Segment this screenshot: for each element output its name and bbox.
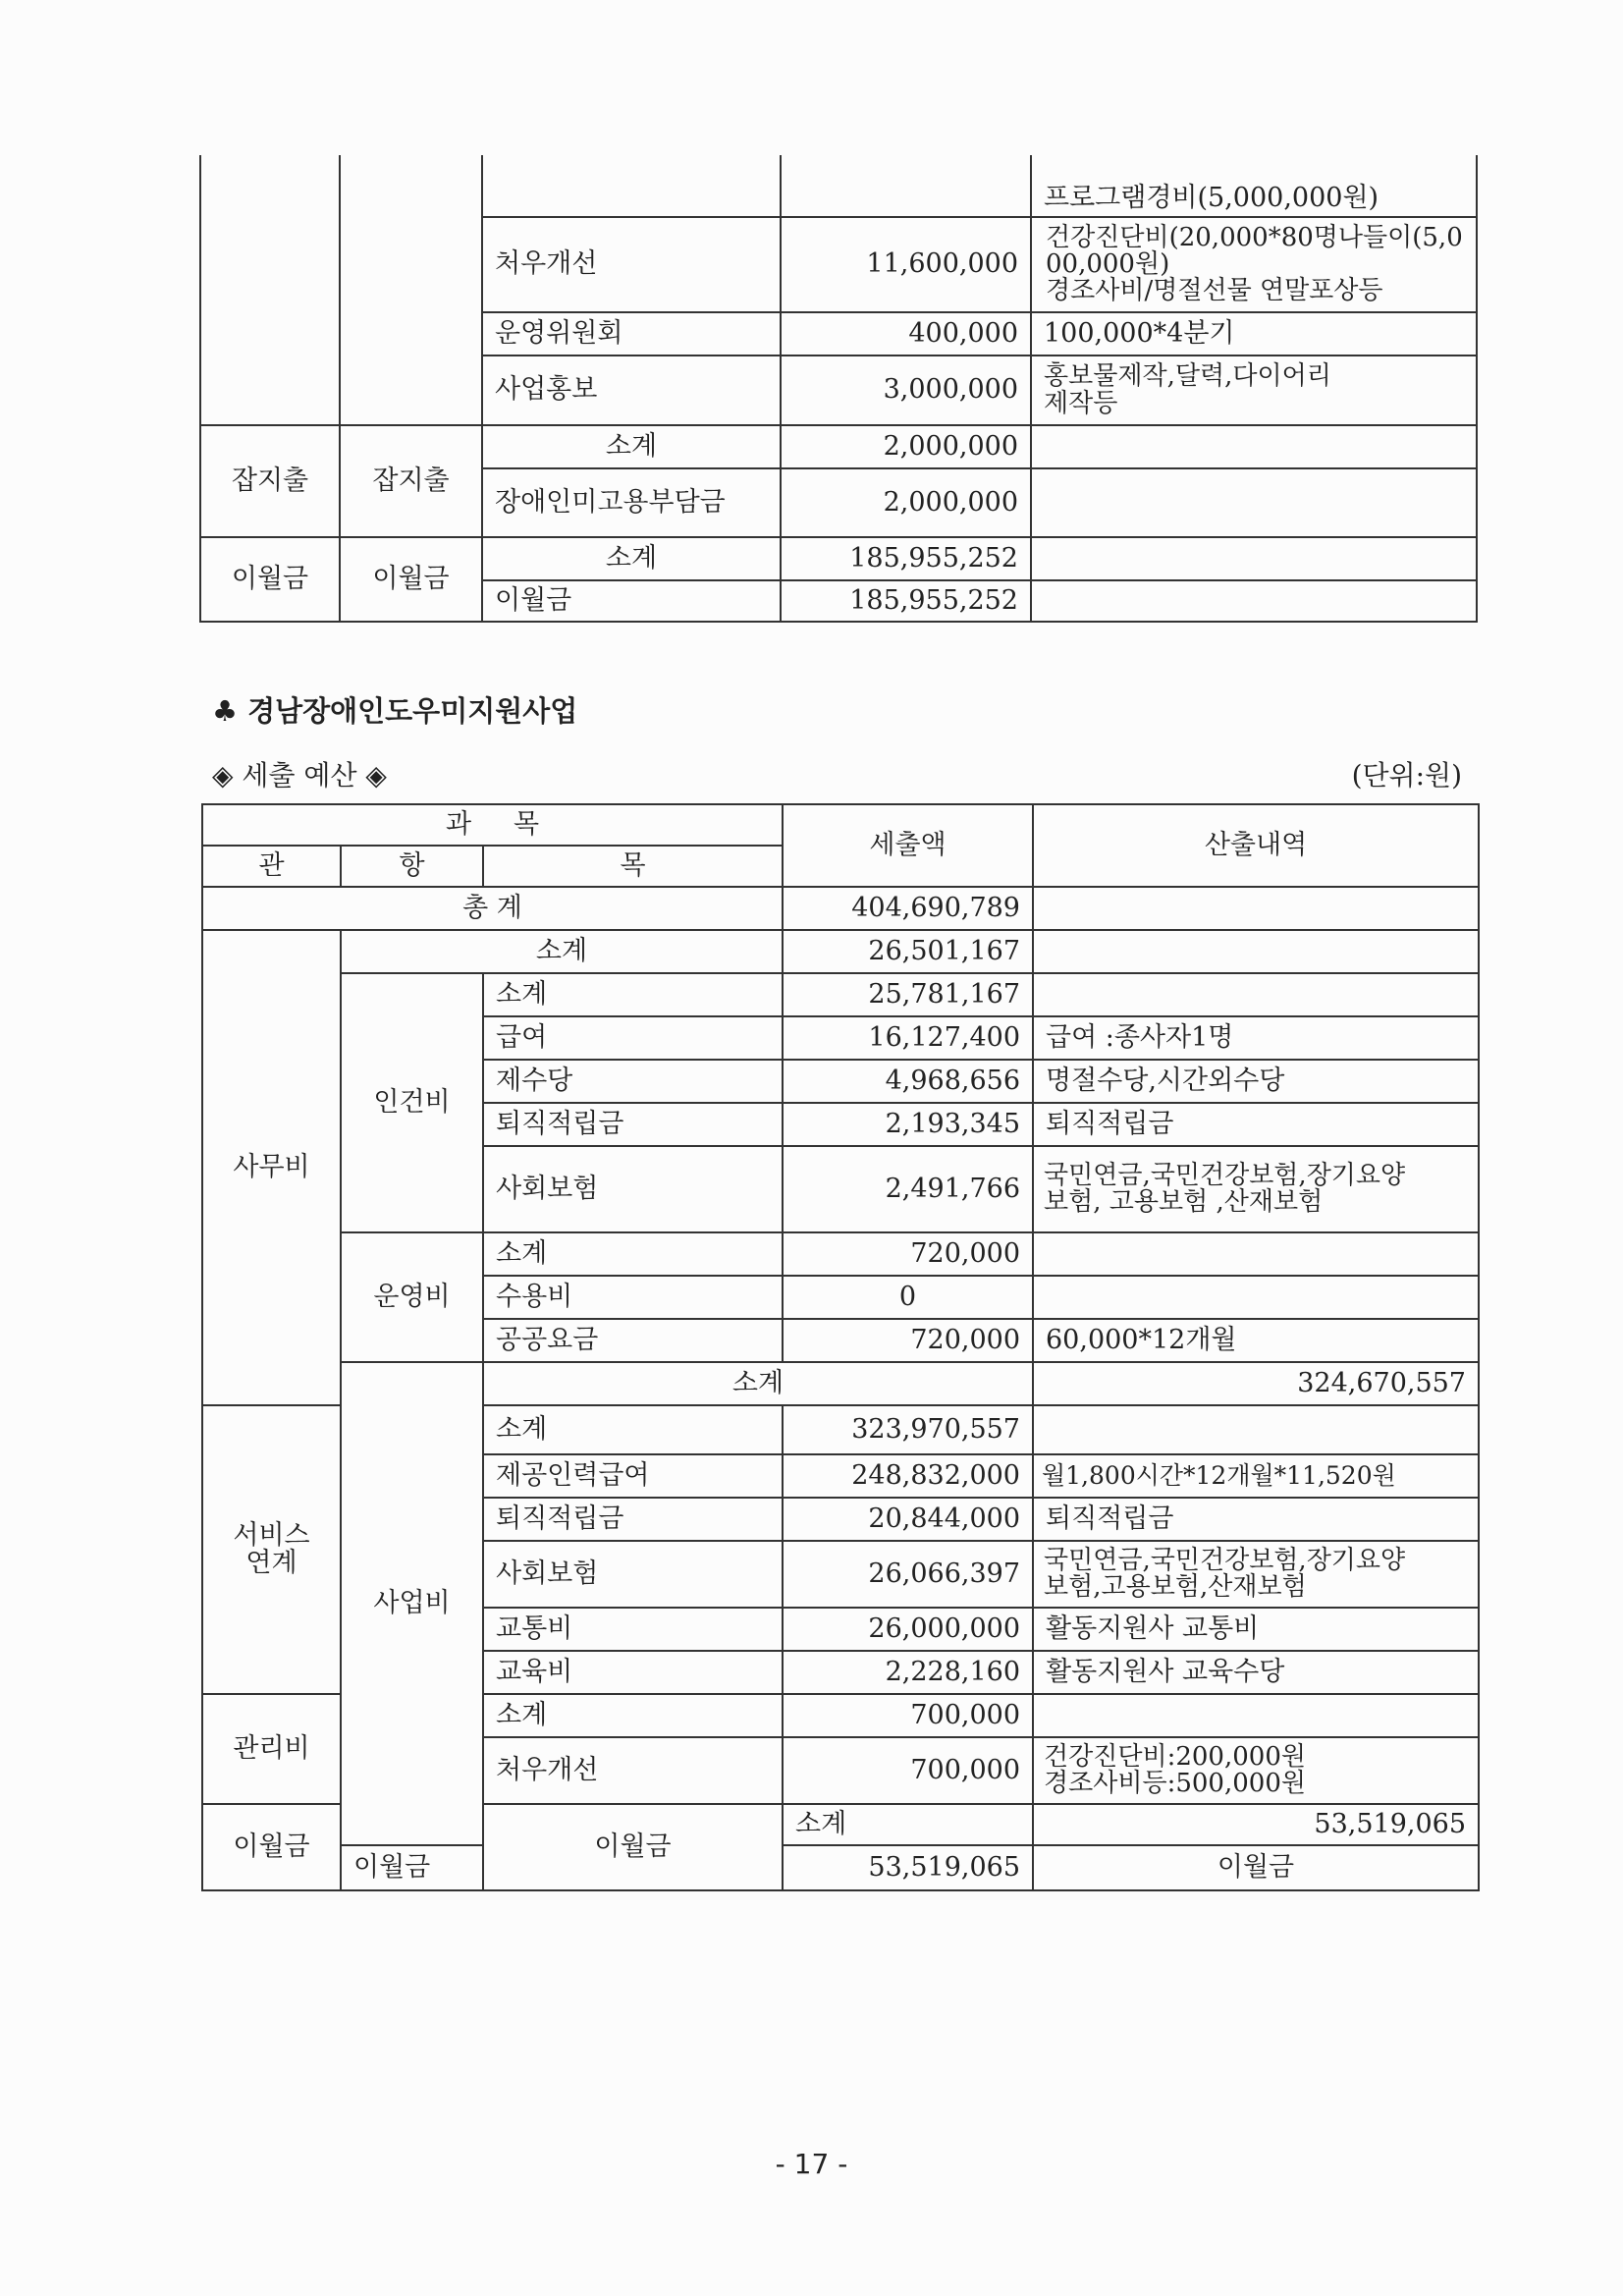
amount-cell: 2,491,766 xyxy=(783,1146,1033,1232)
detail-cell: 활동지원사 교통비 xyxy=(1033,1608,1479,1651)
mok-cell: 제수당 xyxy=(483,1060,783,1103)
mok-cell: 퇴직적립금 xyxy=(483,1103,783,1146)
header-hang: 항 xyxy=(341,846,483,887)
hang-carryover: 이월금 xyxy=(483,1804,783,1890)
detail-cell: 급여 :종사자1명 xyxy=(1033,1016,1479,1060)
total-detail xyxy=(1033,887,1479,930)
hang-personnel: 인건비 xyxy=(341,973,483,1232)
hang-operation: 운영비 xyxy=(341,1232,483,1362)
mok-cell: 운영위원회 xyxy=(482,312,781,355)
gwan-cell: 이월금 xyxy=(200,537,340,622)
mok-cell: 소계 xyxy=(483,973,783,1016)
budget-subtitle: ◈ 세출 예산 ◈ xyxy=(212,759,387,792)
detail-cell: 퇴직적립금 xyxy=(1033,1103,1479,1146)
mok-cell: 급여 xyxy=(483,1016,783,1060)
mok-cell: 처우개선 xyxy=(483,1737,783,1804)
header-detail: 산출내역 xyxy=(1033,804,1479,887)
amount-cell: 53,519,065 xyxy=(783,1845,1033,1890)
hang-management: 관리비 xyxy=(202,1694,341,1804)
mok-cell: 소계 xyxy=(483,1232,783,1276)
detail-cell xyxy=(1031,468,1477,537)
business-subtotal-amount: 324,670,557 xyxy=(1033,1362,1479,1405)
detail-cell: 60,000*12개월 xyxy=(1033,1319,1479,1362)
detail-cell: 홍보물제작,달력,다이어리 제작등 xyxy=(1031,355,1477,425)
amount-cell: 2,000,000 xyxy=(781,468,1031,537)
amount-cell: 700,000 xyxy=(783,1737,1033,1804)
gwan-office: 사무비 xyxy=(202,930,341,1405)
gwan-cell-empty xyxy=(200,155,340,425)
mok-cell: 퇴직적립금 xyxy=(483,1498,783,1541)
detail-cell: 이월금 xyxy=(1033,1845,1479,1890)
amount-cell: 16,127,400 xyxy=(783,1016,1033,1060)
amount-cell: 700,000 xyxy=(783,1694,1033,1737)
total-amount: 404,690,789 xyxy=(783,887,1033,930)
mok-cell: 처우개선 xyxy=(482,217,781,312)
amount-cell: 53,519,065 xyxy=(1033,1804,1479,1845)
total-label: 총 계 xyxy=(202,887,783,930)
mok-cell: 수용비 xyxy=(483,1276,783,1319)
mok-cell: 제공인력급여 xyxy=(483,1454,783,1498)
mok-cell: 공공요금 xyxy=(483,1319,783,1362)
amount-cell: 26,000,000 xyxy=(783,1608,1033,1651)
gwan-carryover: 이월금 xyxy=(202,1804,341,1890)
mok-cell: 소계 xyxy=(483,1694,783,1737)
amount-cell: 2,228,160 xyxy=(783,1651,1033,1694)
mok-cell: 교통비 xyxy=(483,1608,783,1651)
detail-cell: 국민연금,국민건강보험,장기요양 보험, 고용보험 ,산재보험 xyxy=(1033,1146,1479,1232)
amount-cell: 0 xyxy=(783,1276,1033,1319)
amount-cell: 2,193,345 xyxy=(783,1103,1033,1146)
detail-cell xyxy=(1033,1405,1479,1454)
hang-service: 서비스 연계 xyxy=(202,1405,341,1694)
detail-cell xyxy=(1033,1232,1479,1276)
continued-budget-table xyxy=(199,155,1478,623)
amount-cell: 3,000,000 xyxy=(781,355,1031,425)
business-subtotal-label: 소계 xyxy=(483,1362,1033,1405)
amount-cell xyxy=(781,155,1031,217)
header-gwamok: 과 목 xyxy=(202,804,783,846)
detail-cell: 프로그램경비(5,000,000원) xyxy=(1031,155,1477,217)
mok-cell: 소계 xyxy=(482,425,781,468)
amount-cell: 185,955,252 xyxy=(781,537,1031,580)
mok-cell: 사회보험 xyxy=(483,1146,783,1232)
amount-cell: 323,970,557 xyxy=(783,1405,1033,1454)
office-subtotal-label: 소계 xyxy=(341,930,783,973)
detail-cell: 활동지원사 교육수당 xyxy=(1033,1651,1479,1694)
detail-cell: 100,000*4분기 xyxy=(1031,312,1477,355)
header-gwan: 관 xyxy=(202,846,341,887)
mok-cell: 사업홍보 xyxy=(482,355,781,425)
header-amount: 세출액 xyxy=(783,804,1033,887)
detail-cell xyxy=(1033,1694,1479,1737)
section-title: ♣ 경남장애인도우미지원사업 xyxy=(212,694,578,728)
page-number: - 17 - xyxy=(775,2148,848,2180)
header-mok: 목 xyxy=(483,846,783,887)
detail-cell: 건강진단비(20,000*80명나들이(5,000,000원) 경조사비/명절선물 연말포상등 xyxy=(1031,217,1477,312)
detail-cell: 건강진단비:200,000원 경조사비등:500,000원 xyxy=(1033,1737,1479,1804)
mok-cell: 소계 xyxy=(483,1405,783,1454)
detail-cell: 명절수당,시간외수당 xyxy=(1033,1060,1479,1103)
hang-cell: 잡지출 xyxy=(340,425,482,537)
detail-cell xyxy=(1031,580,1477,622)
amount-cell: 2,000,000 xyxy=(781,425,1031,468)
mok-cell: 이월금 xyxy=(341,1845,483,1890)
mok-cell: 소계 xyxy=(783,1804,1033,1845)
amount-cell: 400,000 xyxy=(781,312,1031,355)
amount-cell: 4,968,656 xyxy=(783,1060,1033,1103)
hang-cell: 이월금 xyxy=(340,537,482,622)
detail-cell: 월1,800시간*12개월*11,520원 xyxy=(1033,1454,1479,1498)
detail-cell xyxy=(1031,537,1477,580)
detail-cell xyxy=(1033,1276,1479,1319)
amount-cell: 720,000 xyxy=(783,1319,1033,1362)
mok-cell: 장애인미고용부담금 xyxy=(482,468,781,537)
gwan-business: 사업비 xyxy=(341,1362,483,1845)
amount-cell: 26,066,397 xyxy=(783,1541,1033,1608)
mok-cell: 사회보험 xyxy=(483,1541,783,1608)
mok-cell: 소계 xyxy=(482,537,781,580)
mok-cell: 교육비 xyxy=(483,1651,783,1694)
detail-cell xyxy=(1031,425,1477,468)
gwan-cell: 잡지출 xyxy=(200,425,340,537)
amount-cell: 248,832,000 xyxy=(783,1454,1033,1498)
detail-cell: 국민연금,국민건강보험,장기요양 보험,고용보험,산재보험 xyxy=(1033,1541,1479,1608)
detail-cell: 퇴직적립금 xyxy=(1033,1498,1479,1541)
amount-cell: 11,600,000 xyxy=(781,217,1031,312)
amount-cell: 20,844,000 xyxy=(783,1498,1033,1541)
amount-cell: 25,781,167 xyxy=(783,973,1033,1016)
hang-cell-empty xyxy=(340,155,482,425)
unit-label: (단위:원) xyxy=(1351,759,1462,792)
detail-cell xyxy=(1033,973,1479,1016)
amount-cell: 720,000 xyxy=(783,1232,1033,1276)
mok-cell xyxy=(482,155,781,217)
office-subtotal-amount: 26,501,167 xyxy=(783,930,1033,973)
expenditure-budget-table xyxy=(201,803,1480,1891)
detail-cell xyxy=(1033,930,1479,973)
mok-cell: 이월금 xyxy=(482,580,781,622)
amount-cell: 185,955,252 xyxy=(781,580,1031,622)
